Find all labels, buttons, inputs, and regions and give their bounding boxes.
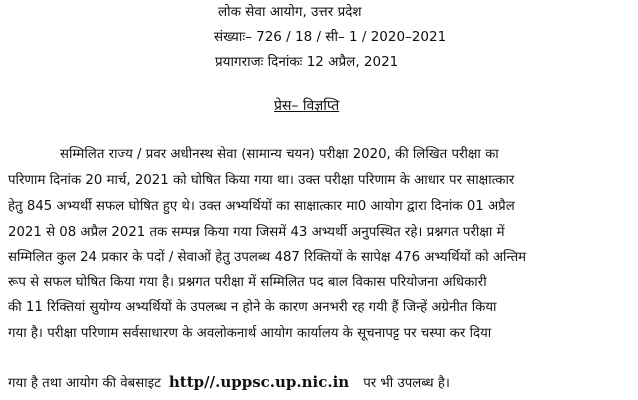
header-commission-name: लोक सेवा आयोग, उत्तर प्रदेश [218, 4, 362, 20]
body-line: गया है। परीक्षा परिणाम सर्वसाधारण के अवलोकनार्थ आयोग कार्यालय के सूचनापट्ट पर चस्पा कर दिया [8, 326, 492, 341]
body-line: 2021 से 08 अप्रैल 2021 तक सम्पन्न किया गया जिसमें 43 अभ्यर्थी अनुपस्थित रहे। प्रश्नगत परीक्षा में [8, 225, 505, 240]
website-url: http//.uppsc.up.nic.in [168, 373, 350, 391]
last-line-prefix: गया है तथा आयोग की वेबसाइट [8, 376, 161, 391]
body-line: सम्मिलित राज्य / प्रवर अधीनस्थ सेवा (सामान्य चयन) परीक्षा 2020, की लिखित परीक्षा का [60, 147, 499, 162]
body-line: परिणाम दिनांक 20 मार्च, 2021 को घोषित किया गया था। उक्त परीक्षा परिणाम के आधार पर साक्षात्कार [8, 173, 515, 188]
body-line: रूप से सफल घोषित किया गया है। प्रश्नगत परीक्षा में सम्मिलित पद बाल विकास परियोजना अधिकारी [8, 275, 487, 290]
document-title: प्रेस– विज्ञप्ति [274, 98, 340, 114]
last-line-suffix: पर भी उपलब्ध है। [363, 376, 450, 391]
header-date: प्रयागराजः दिनांकः 12 अप्रैल, 2021 [215, 54, 399, 70]
body-line: सम्मिलित कुल 24 प्रकार के पदों / सेवाओं हेतु उपलब्ध 487 रिक्तियों के सापेक्ष 476 अभ्यर्थियों को अन्तिम [8, 250, 527, 265]
body-last-line [8, 373, 628, 391]
body-line: की 11 रिक्तियां सुयोग्य अभ्यर्थियों के उपलब्ध न होने के कारण अनभरी रह गयी हैं जिन्हें अग्रेनीत किया [8, 300, 497, 315]
body-line: हेतु 845 अभ्यर्थी सफल घोषित हुए थे। उक्त अभ्यर्थियों का साक्षात्कार मा0 आयोग द्वारा दिनांक 01 अप्रैल [8, 199, 515, 214]
header-reference-number: संख्याः– 726 / 18 / सी– 1 / 2020–2021 [214, 29, 447, 45]
